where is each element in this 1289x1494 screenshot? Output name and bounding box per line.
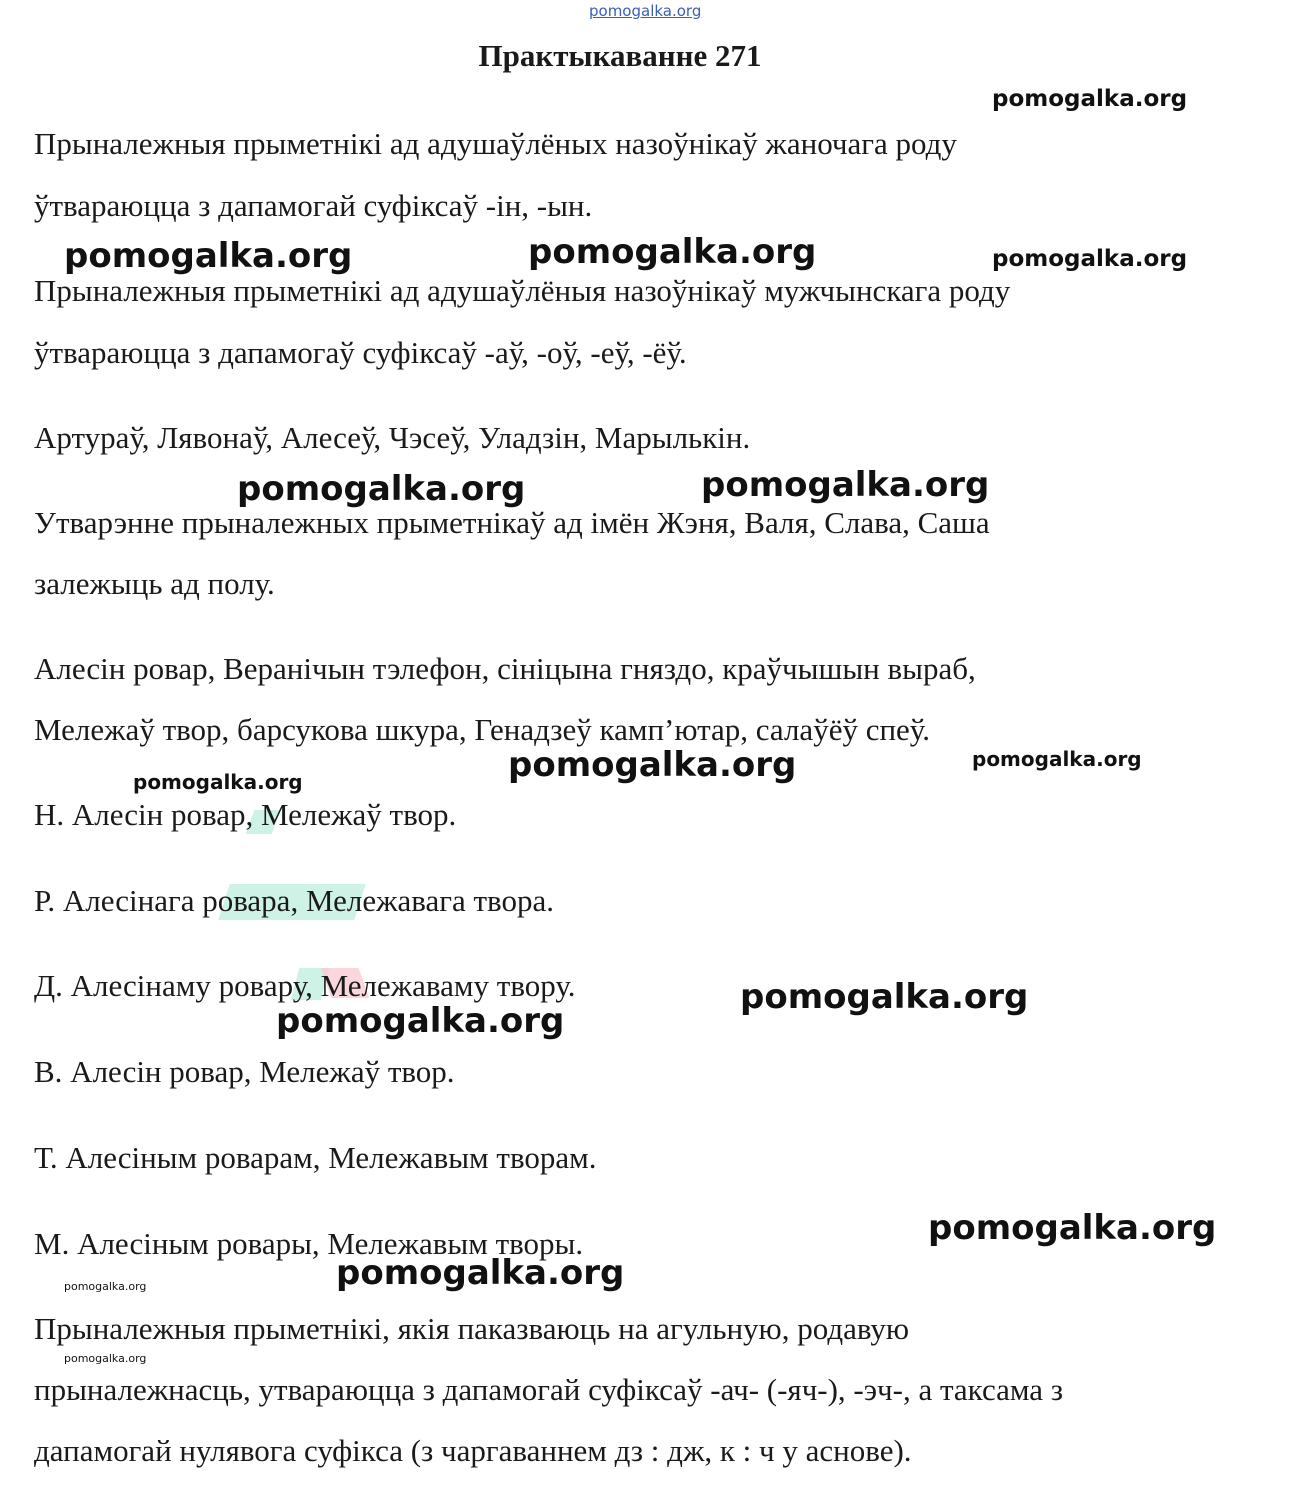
text-line: Прыналежныя прыметнікі, якія паказваюць на агульную, родавую [34, 1311, 910, 1346]
text-line: Мележаў твор, барсукова шкура, Генадзеў камп’ютар, салаўёў спеў. [34, 712, 930, 747]
text-line: В. Алесін ровар, Мележаў твор. [34, 1054, 455, 1089]
watermark: pomogalka.org [508, 745, 797, 785]
text-line: Утварэнне прыналежных прыметнікаў ад імён Жэня, Валя, Слава, Саша [34, 505, 990, 540]
site-link[interactable]: pomogalka.org [589, 2, 702, 20]
text-line: Д. Алесінаму ровару, Мележаваму твору. [34, 968, 576, 1003]
text-line: Прыналежныя прыметнікі ад адушаўлёныя назоўнікаў мужчынскага роду [34, 273, 1011, 308]
watermark: pomogalka.org [336, 1253, 625, 1293]
watermark: pomogalka.org [972, 747, 1142, 771]
page-title: Практыкаванне 271 [478, 38, 762, 73]
text-line: ўтвараюцца з дапамогаў суфіксаў -аў, -оў, -еў, -ёў. [34, 335, 687, 370]
watermark: pomogalka.org [64, 1280, 147, 1293]
text-line: ўтвараюцца з дапамогай суфіксаў -ін, -ын. [34, 188, 593, 223]
watermark: pomogalka.org [992, 86, 1188, 112]
text-line: Артураў, Лявонаў, Алесеў, Чэсеў, Уладзін, Марылькін. [34, 420, 751, 455]
watermark: pomogalka.org [701, 465, 990, 505]
text-line: Н. Алесін ровар, Мележаў твор. [34, 797, 457, 832]
watermark: pomogalka.org [928, 1208, 1217, 1248]
watermark: pomogalka.org [64, 236, 353, 276]
text-line: Р. Алесінага ровара, Мележавага твора. [34, 883, 554, 918]
text-line: Т. Алесіным роварам, Мележавым творам. [34, 1140, 597, 1175]
text-line: М. Алесіным ровары, Мележавым творы. [34, 1226, 584, 1261]
watermark: pomogalka.org [64, 1352, 147, 1365]
watermark: pomogalka.org [276, 1001, 565, 1041]
watermark: pomogalka.org [528, 232, 817, 272]
text-line: дапамогай нулявога суфікса (з чаргаваннем дз : дж, к : ч у аснове). [34, 1433, 912, 1468]
watermark: pomogalka.org [133, 770, 303, 794]
watermark: pomogalka.org [992, 246, 1188, 272]
watermark: pomogalka.org [237, 469, 526, 509]
text-line: прыналежнасць, утвараюцца з дапамогай суфіксаў -ач- (-яч-), -эч-, а таксама з [34, 1372, 1064, 1407]
text-line: Алесін ровар, Веранічын тэлефон, сініцына гняздо, краўчышын выраб, [34, 651, 976, 686]
text-line: Прыналежныя прыметнікі ад адушаўлёных назоўнікаў жаночага роду [34, 126, 957, 161]
text-line: залежыць ад полу. [34, 566, 275, 601]
watermark: pomogalka.org [740, 977, 1029, 1017]
